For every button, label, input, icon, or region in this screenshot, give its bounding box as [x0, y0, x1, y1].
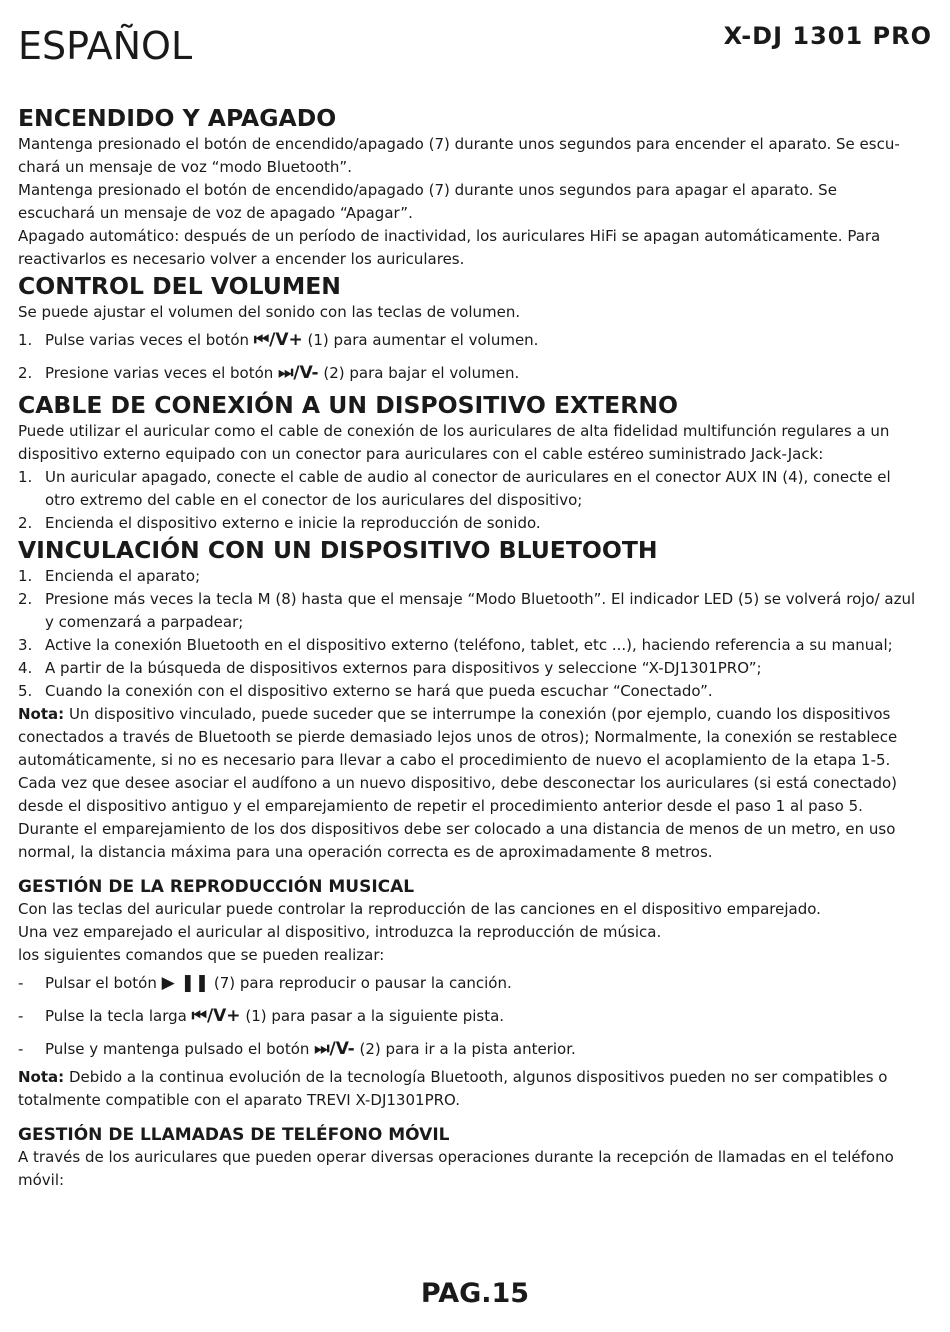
section-title-power: ENCENDIDO Y APAGADO: [18, 104, 337, 132]
note-label: Nota:: [18, 705, 65, 723]
prev-vol-up-icon: ⏮/V+: [253, 330, 303, 350]
note-paragraph: [18, 1066, 918, 1112]
list-number: 1.: [18, 468, 33, 486]
list-number: 4.: [18, 659, 33, 677]
list-item: [18, 512, 918, 535]
list-text: (2) para ir a la pista anterior.: [359, 1040, 576, 1058]
list-item: [18, 357, 918, 390]
list-number: 1.: [18, 331, 33, 349]
list-text: (1) para aumentar el volumen.: [307, 331, 539, 349]
list-text: Pulse varias veces el botón: [45, 331, 250, 349]
list-text: (1) para pasar a la siguiente pista.: [245, 1007, 505, 1025]
paragraph: Una vez emparejado el auricular al dispositivo, introduzca la reproducción de música.: [18, 923, 662, 941]
list-text: Presione más veces la tecla M (8) hasta que el mensaje “Modo Bluetooth”. El indicador LED (5) se volverá rojo/ azul y comenzará a parpadear;: [45, 590, 916, 631]
list-item: [18, 565, 918, 588]
paragraph: Apagado automático: después de un período de inactividad, los auriculares HiFi se apagan automáticamente. Para reactivarlos es necesario volver a encender los auriculares.: [18, 227, 881, 268]
list-dash: -: [18, 1007, 24, 1025]
section-title-music: GESTIÓN DE LA REPRODUCCIÓN MUSICAL: [18, 877, 415, 897]
next-vol-down-icon: ⏭/V-: [278, 363, 319, 383]
list-text: Encienda el aparato;: [45, 567, 201, 585]
list-text: Pulsar el botón: [45, 974, 157, 992]
list-item: [18, 967, 918, 1000]
paragraph: Mantenga presionado el botón de encendido/apagado (7) durante unos segundos para apagar el aparato. Se escuchará un mensaje de voz de apagado “Apagar”.: [18, 181, 837, 222]
list-item: [18, 680, 918, 703]
list-item: [18, 634, 918, 657]
paragraph: Mantenga presionado el botón de encendido/apagado (7) durante unos segundos para encender el aparato. Se escu-chará un mensaje de voz “modo Bluetooth”.: [18, 135, 900, 176]
list-text: Active la conexión Bluetooth en el dispositivo externo (teléfono, tablet, etc ...), haciendo referencia a su manual;: [45, 636, 893, 654]
list-dash: -: [18, 1040, 24, 1058]
paragraph: Cada vez que desee asociar el audífono a un nuevo dispositivo, debe desconectar los auriculares (si está conectado) desde el dispositivo antiguo y el emparejamiento de repetir el procedimiento anterior desde el paso 1 al paso 5.: [18, 774, 898, 815]
note-label: Nota:: [18, 1068, 65, 1086]
paragraph: Con las teclas del auricular puede controlar la reproducción de las canciones en el dispositivo emparejado.: [18, 900, 821, 918]
list-text: (7) para reproducir o pausar la canción.: [213, 974, 512, 992]
next-vol-down-icon: ⏭/V-: [314, 1039, 355, 1059]
list-text: (2) para bajar el volumen.: [323, 364, 520, 382]
list-number: 2.: [18, 364, 33, 382]
note-text: Un dispositivo vinculado, puede suceder que se interrumpe la conexión (por ejemplo, cuando los dispositivos conectados a través de Bluetooth se pierde demasiado lejos unos de otros); Normalmente, la conexión se restablece automáticamente, si no es necesario para llevar a cabo el procedimiento de nuevo el acoplamiento de la etapa 1-5.: [18, 705, 898, 769]
list-number: 2.: [18, 590, 33, 608]
play-pause-icon: ▶ ❚❚: [161, 973, 210, 993]
list-item: [18, 466, 918, 512]
paragraph: Se puede ajustar el volumen del sonido con las teclas de volumen.: [18, 303, 521, 321]
list-dash: -: [18, 974, 24, 992]
list-item: [18, 1033, 918, 1066]
list-text: Un auricular apagado, conecte el cable de audio al conector de auriculares en el conector AUX IN (4), conecte el otro extremo del cable en el conector de los auriculares del dispositivo;: [45, 468, 891, 509]
list-item: [18, 1000, 918, 1033]
list-text: Presione varias veces el botón: [45, 364, 274, 382]
paragraph: Durante el emparejamiento de los dos dispositivos debe ser colocado a una distancia de menos de un metro, en uso normal, la distancia máxima para una operación correcta es de aproximadamente 8 metros.: [18, 820, 896, 861]
page-number: PAG.15: [420, 1278, 530, 1309]
list-item: [18, 324, 918, 357]
language-title: ESPAÑOL: [18, 24, 193, 68]
list-text: Pulse y mantenga pulsado el botón: [45, 1040, 310, 1058]
model-name: X-DJ 1301 PRO: [723, 22, 932, 50]
section-title-volume: CONTROL DEL VOLUMEN: [18, 272, 341, 300]
list-number: 2.: [18, 514, 33, 532]
section-title-calls: GESTIÓN DE LLAMADAS DE TELÉFONO MÓVIL: [18, 1125, 450, 1145]
list-text: Pulse la tecla larga: [45, 1007, 187, 1025]
note-text: Debido a la continua evolución de la tecnología Bluetooth, algunos dispositivos pueden no ser compatibles o totalmente compatible con el aparato TREVI X-DJ1301PRO.: [18, 1068, 888, 1109]
section-title-bluetooth: VINCULACIÓN CON UN DISPOSITIVO BLUETOOTH: [18, 536, 658, 564]
paragraph: Puede utilizar el auricular como el cable de conexión de los auriculares de alta fidelidad multifunción regulares a un dispositivo externo equipado con un conector para auriculares con el cable estéreo suministrado Jack-Jack:: [18, 422, 890, 463]
list-text: Cuando la conexión con el dispositivo externo se hará que pueda escuchar “Conectado”.: [45, 682, 713, 700]
paragraph: A través de los auriculares que pueden operar diversas operaciones durante la recepción de llamadas en el teléfono móvil:: [18, 1148, 894, 1189]
list-number: 3.: [18, 636, 33, 654]
note-paragraph: [18, 703, 918, 772]
list-text: Encienda el dispositivo externo e inicie la reproducción de sonido.: [45, 514, 541, 532]
section-title-cable: CABLE DE CONEXIÓN A UN DISPOSITIVO EXTERNO: [18, 391, 678, 419]
list-number: 1.: [18, 567, 33, 585]
paragraph: los siguientes comandos que se pueden realizar:: [18, 946, 385, 964]
prev-vol-up-icon: ⏮/V+: [191, 1006, 241, 1026]
list-text: A partir de la búsqueda de dispositivos externos para dispositivos y seleccione “X-DJ1301PRO”;: [45, 659, 762, 677]
list-number: 5.: [18, 682, 33, 700]
list-item: [18, 657, 918, 680]
list-item: [18, 588, 918, 634]
document-body: [18, 103, 918, 1192]
